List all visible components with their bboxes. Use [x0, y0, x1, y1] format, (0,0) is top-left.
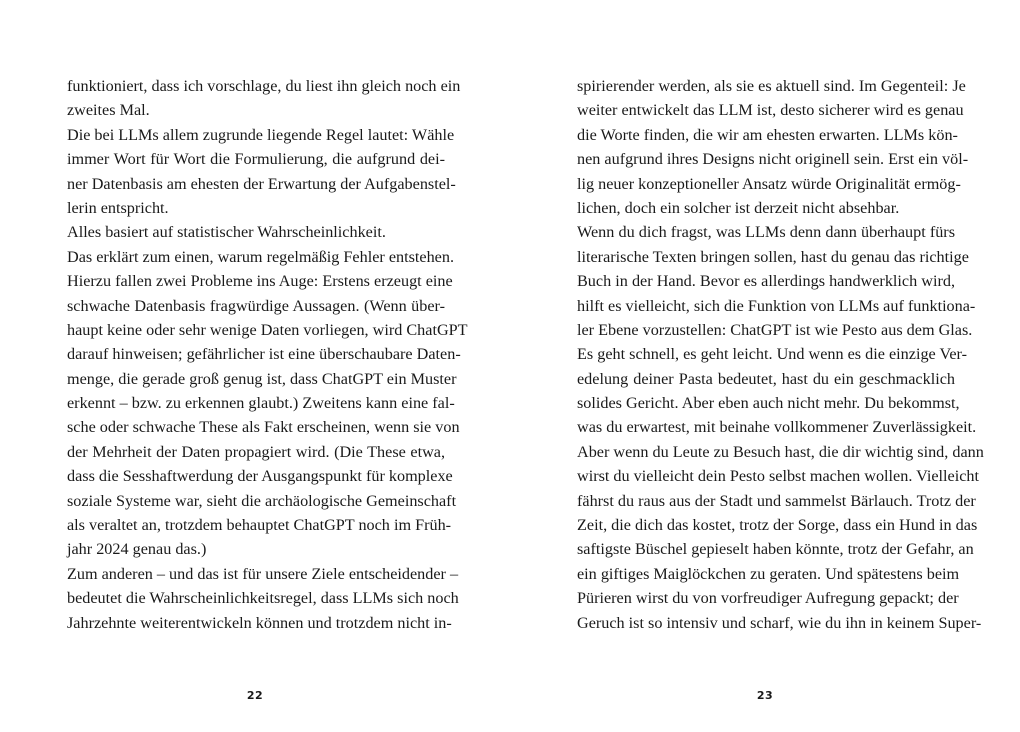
text-line: literarische Texten bringen sollen, hast du genau das richtige [577, 247, 969, 266]
text-line: wirst du vielleicht dein Pesto selbst machen wollen. Vielleicht [577, 467, 979, 486]
text-line: Die bei LLMs allem zugrunde liegende Regel lautet: Wähle [67, 125, 455, 144]
text-line: was du erwartest, mit beinahe vollkommener Zuverlässigkeit. [577, 418, 977, 437]
text-line: edelung deiner Pasta bedeutet, hast du ein geschmacklich [577, 369, 955, 388]
text-line: soziale Systeme war, sieht die archäologische Gemeinschaft [67, 491, 457, 510]
text-line: der Mehrheit der Daten propagiert wird. (Die These etwa, [67, 442, 445, 461]
text-line: lerin entspricht. [67, 198, 169, 217]
text-line: schwache Datenbasis fragwürdige Aussagen. (Wenn über- [67, 296, 445, 315]
text-line: menge, die gerade groß genug ist, dass ChatGPT ein Muster [67, 369, 457, 388]
text-line: Alles basiert auf statistischer Wahrscheinlichkeit. [67, 223, 386, 242]
text-line: Pürieren wirst du von vorfreudiger Aufregung gepackt; der [577, 589, 959, 608]
text-line: ner Datenbasis am ehesten der Erwartung der Aufgabenstel- [67, 174, 456, 193]
text-line: Zeit, die dich das kostet, trotz der Sorge, dass ein Hund in das [577, 516, 978, 535]
text-line: bedeutet die Wahrscheinlichkeitsregel, dass LLMs sich noch [67, 589, 459, 608]
text-line: jahr 2024 genau das.) [67, 540, 207, 559]
right-page-number: 23 [756, 689, 774, 702]
text-line: sche oder schwache These als Fakt erscheinen, wenn sie von [67, 418, 460, 437]
text-line: nen aufgrund ihres Designs nicht originell sein. Erst ein völ- [577, 150, 969, 169]
text-line: Das erklärt zum einen, warum regelmäßig Fehler entstehen. [67, 247, 455, 266]
right-page-body [577, 74, 984, 635]
text-line: zweites Mal. [67, 101, 150, 120]
text-line: darauf hinweisen; gefährlicher ist eine überschaubare Daten- [67, 345, 461, 364]
text-line: lig neuer konzeptioneller Ansatz würde Originalität ermög- [577, 174, 961, 193]
text-line: Zum anderen – und das ist für unsere Ziele entscheidender – [67, 564, 459, 583]
text-line: saftigste Büschel gepieselt haben könnte, trotz der Gefahr, an [577, 540, 974, 559]
text-line: erkennt – bzw. zu erkennen glaubt.) Zweitens kann eine fal- [67, 394, 455, 413]
text-line: Geruch ist so intensiv und scharf, wie du ihn in keinem Super- [577, 613, 982, 632]
text-line: dass die Sesshaftwerdung der Ausgangspunkt für komplexe [67, 467, 453, 486]
text-line: Aber wenn du Leute zu Besuch hast, die dir wichtig sind, dann [577, 442, 984, 461]
text-line: die Worte finden, die wir am ehesten erwarten. LLMs kön- [577, 125, 958, 144]
text-line: fährst du raus aus der Stadt und sammelst Bärlauch. Trotz der [577, 491, 976, 510]
text-line: Hierzu fallen zwei Probleme ins Auge: Erstens erzeugt eine [67, 272, 453, 291]
text-line: immer Wort für Wort die Formulierung, die aufgrund dei- [67, 150, 445, 169]
text-line: Wenn du dich fragst, was LLMs denn dann überhaupt fürs [577, 223, 955, 242]
text-line: Buch in der Hand. Bevor es allerdings handwerklich wird, [577, 272, 955, 291]
text-line: Es geht schnell, es geht leicht. Und wenn es die einzige Ver- [577, 345, 968, 364]
left-page-number: 22 [246, 689, 264, 702]
text-line: spirierender werden, als sie es aktuell sind. Im Gegenteil: Je [577, 77, 966, 95]
text-line: haupt keine oder sehr wenige Daten vorliegen, wird ChatGPT [67, 320, 468, 339]
text-line: weiter entwickelt das LLM ist, desto sicherer wird es genau [577, 101, 964, 120]
text-line: ein giftiges Maiglöckchen zu geraten. Und spätestens beim [577, 564, 960, 583]
text-line: als veraltet an, trotzdem behauptet ChatGPT noch im Früh- [67, 516, 452, 535]
text-line: funktioniert, dass ich vorschlage, du liest ihn gleich noch ein [67, 77, 461, 95]
text-line: lichen, doch ein solcher ist derzeit nicht absehbar. [577, 198, 900, 217]
text-line: hilft es vielleicht, sich die Funktion von LLMs auf funktiona- [577, 296, 976, 315]
text-line: ler Ebene vorzustellen: ChatGPT ist wie Pesto aus dem Glas. [577, 320, 973, 339]
text-line: solides Gericht. Aber eben auch nicht mehr. Du bekommst, [577, 394, 960, 413]
text-line: Jahrzehnte weiterentwickeln können und trotzdem nicht in- [67, 613, 452, 632]
left-page-body [67, 74, 468, 635]
